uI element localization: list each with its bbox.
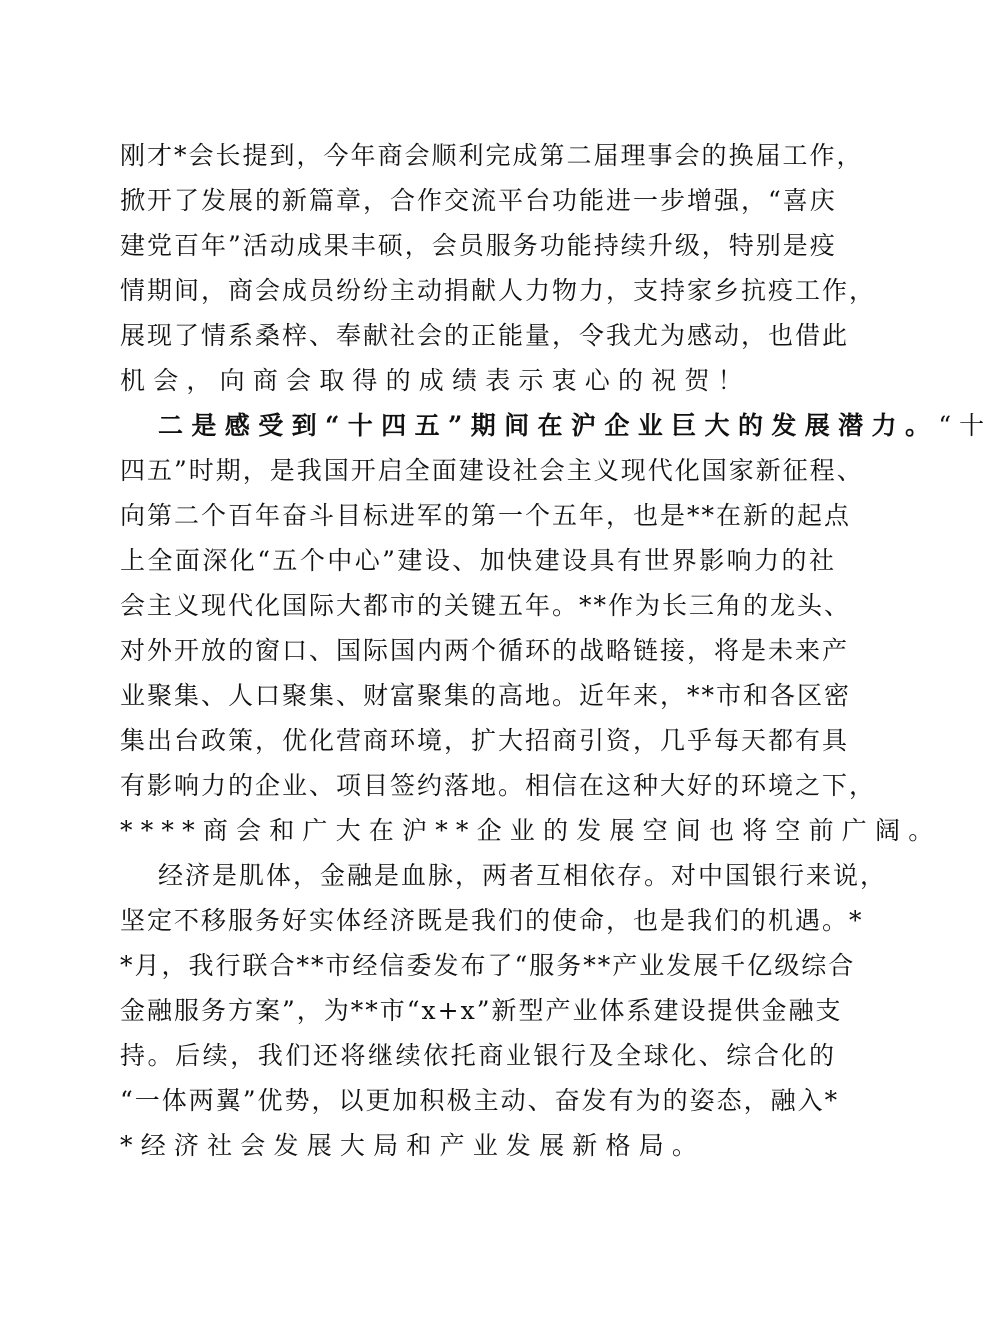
text-line: 上全面深化“五个中心”建设、加快建设具有世界影响力的社 xyxy=(120,546,836,575)
text-line: 刚才*会长提到，今年商会顺利完成第二届理事会的换届工作， xyxy=(120,141,864,170)
text-line: 向第二个百年奋斗目标进军的第一个五年，也是**在新的起点 xyxy=(120,501,852,530)
text-line: 展现了情系桑梓、奉献社会的正能量，令我尤为感动，也借此 xyxy=(120,321,850,350)
text-line xyxy=(158,403,992,448)
text-line: 建党百年”活动成果丰硕，会员服务功能持续升级，特别是疫 xyxy=(120,231,837,260)
text-line: *经济社会发展大局和产业发展新格局。 xyxy=(120,1131,706,1160)
text-line: 四五”时期，是我国开启全面建设社会主义现代化国家新征程、 xyxy=(120,456,864,485)
paragraph-lead-heading: 二是感受到“十四五”期间在沪企业巨大的发展潜力。 xyxy=(158,411,939,440)
text-line: 机会，向商会取得的成绩表示衷心的祝贺！ xyxy=(120,366,751,395)
text-line: 会主义现代化国际大都市的关键五年。**作为长三角的龙头、 xyxy=(120,591,852,620)
text-line: 业聚集、人口聚集、财富聚集的高地。近年来，**市和各区密 xyxy=(120,681,852,710)
text-line: 坚定不移服务好实体经济既是我们的使命，也是我们的机遇。* xyxy=(120,906,864,935)
text-line: 经济是肌体，金融是血脉，两者互相依存。对中国银行来说， xyxy=(158,861,888,890)
text-line: 集出台政策，优化营商环境，扩大招商引资，几乎每天都有具 xyxy=(120,726,850,755)
text-line: 持。后续，我们还将继续依托商业银行及全球化、综合化的 xyxy=(120,1041,836,1070)
text-line: 情期间，商会成员纷纷主动捐献人力物力，支持家乡抗疫工作， xyxy=(120,276,877,305)
text-fragment: “十 xyxy=(938,411,992,440)
text-line: “一体两翼”优势，以更加积极主动、奋发有为的姿态，融入* xyxy=(120,1086,840,1115)
text-line: ****商会和广大在沪**企业的发展空间也将空前广阔。 xyxy=(120,816,942,845)
text-line: 掀开了发展的新篇章，合作交流平台功能进一步增强，“喜庆 xyxy=(120,186,837,215)
text-line: 金融服务方案”，为**市“x+x”新型产业体系建设提供金融支 xyxy=(120,996,843,1025)
text-line: 有影响力的企业、项目签约落地。相信在这种大好的环境之下， xyxy=(120,771,877,800)
text-line: 对外开放的窗口、国际国内两个循环的战略链接，将是未来产 xyxy=(120,636,850,665)
text-line: *月，我行联合**市经信委发布了“服务**产业发展千亿级综合 xyxy=(120,951,856,980)
